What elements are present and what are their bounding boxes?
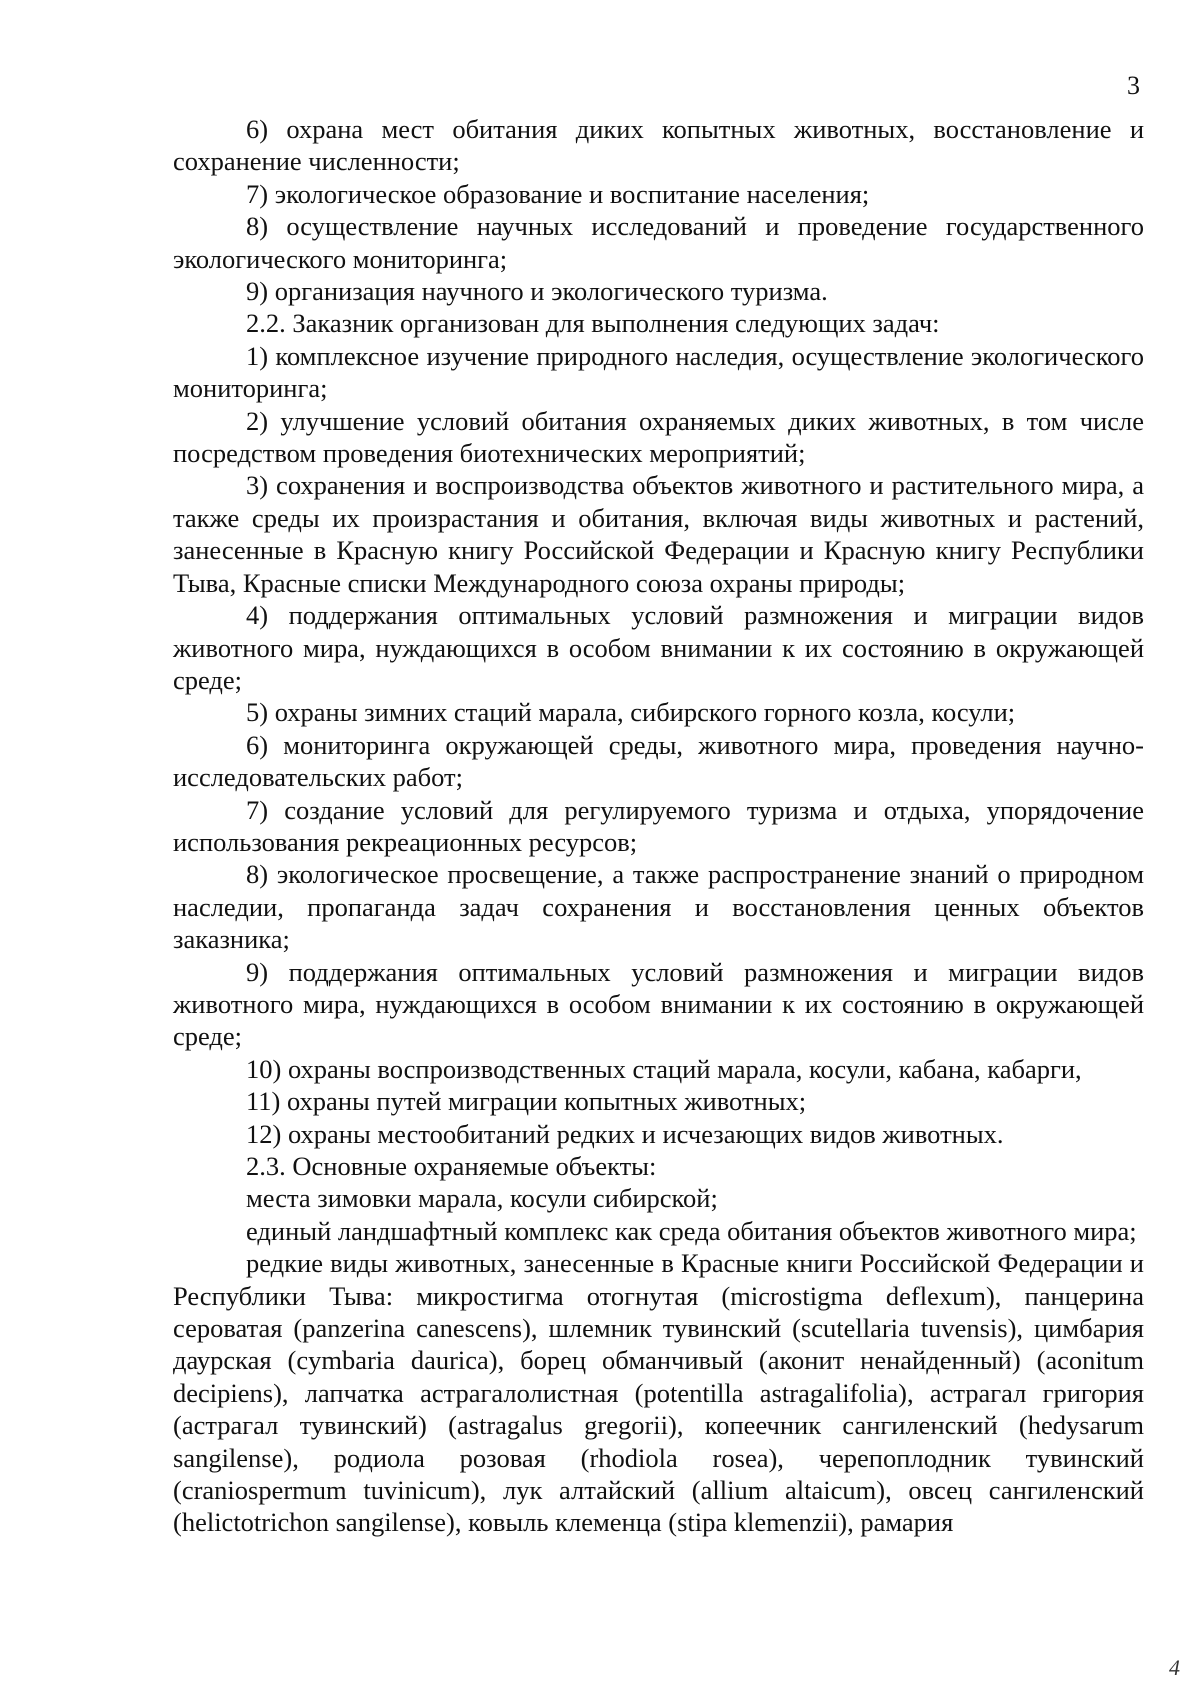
task-item-3: 3) сохранения и воспроизводства объектов животного и растительного мира, а также среды их произрастания и обитания, включая виды животных и растений, занесенные в Красную книгу Российской Федерации и Красную книгу Республики Тыва, Красные списки Международного союза охраны природы; [173,470,1144,598]
handwritten-corner-mark: 4 [1169,1655,1180,1680]
page-number: 3 [1127,71,1140,100]
task-item-7: 7) создание условий для регулируемого туризма и отдыха, упорядочение использования рекреационных ресурсов; [173,794,1144,857]
document-body [173,113,1144,1539]
section-heading-2-3: 2.3. Основные охраняемые объекты: [246,1151,657,1181]
protected-object-landscape: единый ландшафтный комплекс как среда обитания объектов животного мира; [246,1215,1137,1246]
paragraph-item-6: 6) охрана мест обитания диких копытных животных, восстановление и сохранение численности; [173,114,1144,177]
task-item-12: 12) охраны местообитаний редких и исчезающих видов животных. [246,1118,1004,1149]
task-item-11: 11) охраны путей миграции копытных животных; [246,1086,807,1117]
task-item-5: 5) охраны зимних стаций марала, сибирского горного козла, косули; [246,697,1016,728]
paragraph-item-9: 9) организация научного и экологического туризма. [246,276,828,307]
paragraph-item-7: 7) экологическое образование и воспитание населения; [246,178,870,209]
section-heading-2-2: 2.2. Заказник организован для выполнения следующих задач: [246,308,940,339]
task-item-4: 4) поддержания оптимальных условий размножения и миграции видов животного мира, нуждающихся в особом внимании к их состоянию в окружающей среде; [173,600,1144,695]
protected-object-rare-species: редкие виды животных, занесенные в Красные книги Российской Федерации и Республики Тыва: микростигма отогнутая (microstigma deflexum), панцерина сероватая (panzerina canescens), шлемник тувинский (scutellaria tuvensis), цимбария даурская (cymbaria daurica), борец обманчивый (аконит ненайденный) (aconitum decipiens), лапчатка астрагалолистная (potentilla astragalifolia), астрагал григория (астрагал тувинский) (astragalus gregorii), копеечник сангиленский (hedysarum sangilense), родиола розовая (rhodiola rosea), черепоплодник тувинский (craniospermum tuvinicum), лук алтайский (allium altaicum), овсец сангиленский (helictotrichon sangilense), ковыль клеменца (stipa klemenzii), рамария [173,1248,1144,1538]
task-item-9: 9) поддержания оптимальных условий размножения и миграции видов животного мира, нуждающихся в особом внимании к их состоянию в окружающей среде; [173,956,1144,1052]
task-item-8: 8) экологическое просвещение, а также распространение знаний о природном наследии, пропаганда задач сохранения и восстановления ценных объектов заказника; [173,859,1144,955]
task-item-6: 6) мониторинга окружающей среды, животного мира, проведения научно-исследовательских работ; [173,729,1144,793]
task-item-1: 1) комплексное изучение природного наследия, осуществление экологического мониторинга; [173,340,1144,404]
task-item-10: 10) охраны воспроизводственных стаций марала, косули, кабана, кабарги, [246,1053,1082,1084]
protected-object-wintering: места зимовки марала, косули сибирской; [246,1183,718,1214]
task-item-2: 2) улучшение условий обитания охраняемых диких животных, в том числе посредством проведения биотехнических мероприятий; [173,405,1144,469]
paragraph-item-8: 8) осуществление научных исследований и проведение государственного экологического мониторинга; [173,211,1144,274]
